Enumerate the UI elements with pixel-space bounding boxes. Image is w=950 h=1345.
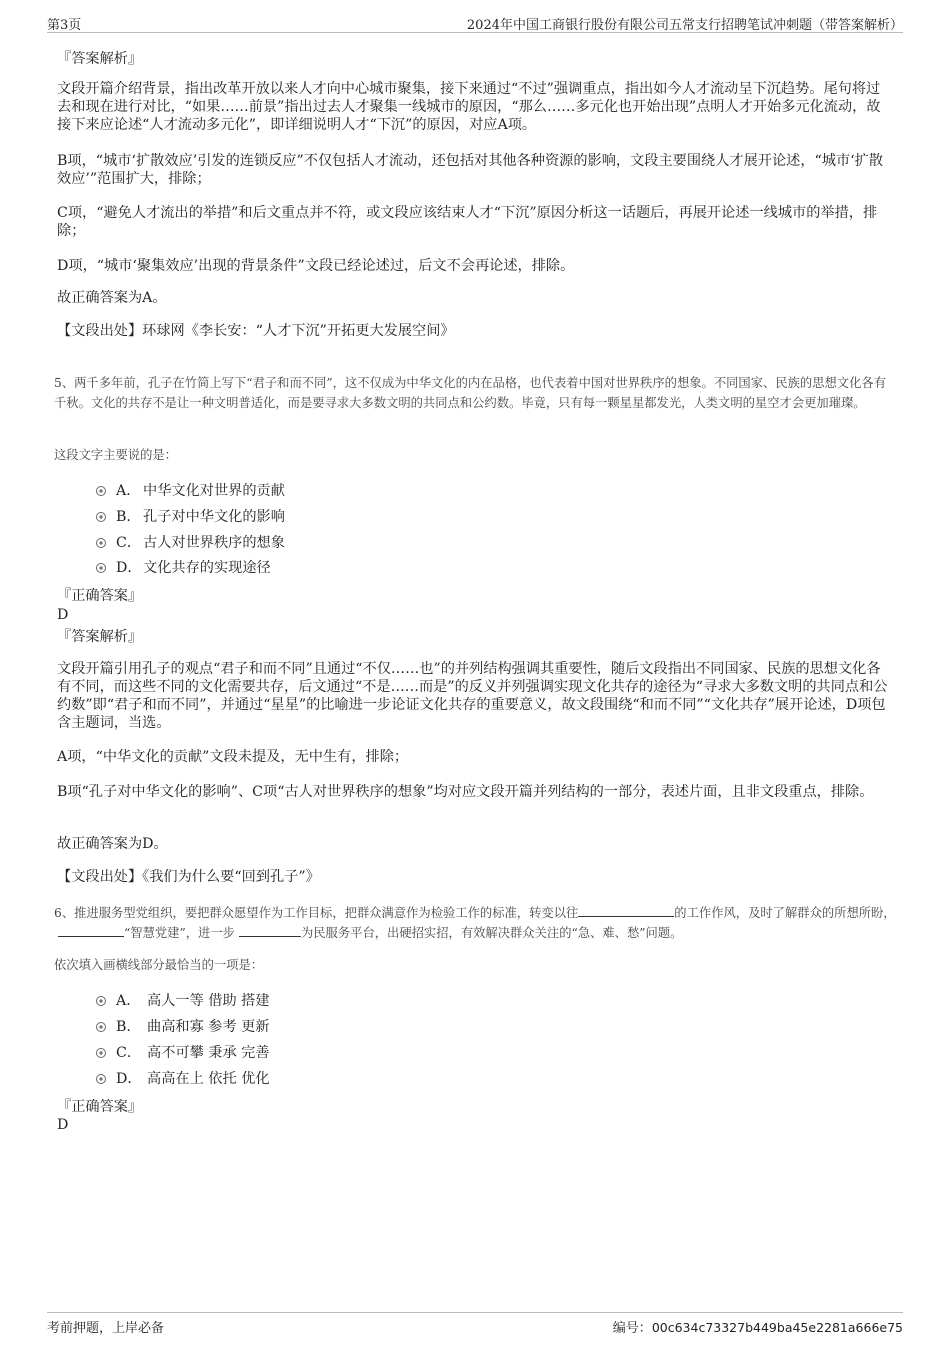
q5-source: 【文段出处】《我们为什么要“回到孔子”》 <box>57 869 320 885</box>
radio-icon[interactable] <box>96 996 106 1006</box>
q5-correct-answer: D <box>57 607 69 623</box>
q5-correct-label: 『正确答案』 <box>57 588 143 604</box>
document-title: 2024年中国工商银行股份有限公司五常支行招聘笔试冲刺题（带答案解析） <box>466 18 903 33</box>
radio-icon[interactable] <box>96 563 106 573</box>
q4-analysis-p1: 文段开篇介绍背景，指出改革开放以来人才向中心城市聚集，接下来通过“不过”强调重点，指出如今人才流动呈下沉趋势。尾句将过去和现在进行对比，“如果……前景”指出过去人才聚集一线城市的原因，“那么……多元化也开始出现”点明人才开始多元化流动，故接下来应论述“人才流动多元化”，即详细说明人才“下沉”的原因，对应A项。 <box>57 81 881 133</box>
q5-answer-line: 故正确答案为D。 <box>57 836 168 852</box>
q6-correct-answer: D <box>57 1117 69 1133</box>
q6-question: 6、推进服务型党组织，要把群众愿望作为工作目标，把群众满意作为检验工作的标准，转变以往 的工作作风，及时了解群众的所想所盼，“智慧党建”，进一步 为民服务平台，出硬招实招，有效解决群众关注的“急、难、愁”问题。 <box>54 906 896 940</box>
page-number: 第3页 <box>47 18 82 33</box>
radio-icon[interactable] <box>96 486 106 496</box>
q6-correct-label: 『正确答案』 <box>57 1099 143 1115</box>
q4-answer-line: 故正确答案为A。 <box>57 290 167 306</box>
q6-option-a[interactable]: A． 高人一等 借助 搭建 <box>96 991 270 1011</box>
q6-option-c[interactable]: C． 高不可攀 秉承 完善 <box>96 1043 270 1063</box>
radio-icon[interactable] <box>96 1022 106 1032</box>
q6-option-b[interactable]: B. 曲高和寡 参考 更新 <box>96 1017 270 1037</box>
q5-prompt: 这段文字主要说的是： <box>54 448 177 462</box>
page-footer <box>47 1312 903 1336</box>
document-code: 编号：00c634c73327b449ba45e2281a666e75 <box>612 1320 903 1336</box>
q4-analysis-p2: B项，“城市‘扩散效应’引发的连锁反应”不仅包括人才流动，还包括对其他各种资源的影响，文段主要围绕人才展开论述，“城市‘扩散效应’”范围扩大，排除； <box>57 153 884 187</box>
q4-analysis-label: 『答案解析』 <box>57 51 143 67</box>
q5-option-d[interactable]: D． 文化共存的实现途径 <box>96 558 271 578</box>
radio-icon[interactable] <box>96 1074 106 1084</box>
q5-analysis-label: 『答案解析』 <box>57 629 143 645</box>
footer-slogan: 考前押题，上岸必备 <box>47 1321 165 1336</box>
q6-prompt: 依次填入画横线部分最恰当的一项是： <box>54 958 264 972</box>
radio-icon[interactable] <box>96 512 106 522</box>
q5-question: 5、两千多年前，孔子在竹简上写下“君子和而不同”，这不仅成为中华文化的内在品格，也代表着中国对世界秩序的想象。不同国家、民族的思想文化各有千秋。文化的共存不是让一种文明普适化，而是要寻求大多数文明的共同点和公约数。毕竟，只有每一颗星星都发光，人类文明的星空才会更加璀璨。 <box>54 376 886 410</box>
q5-option-a[interactable]: A． 中华文化对世界的贡献 <box>96 481 285 501</box>
q5-analysis-p2: A项，“中华文化的贡献”文段未提及，无中生有，排除； <box>57 749 409 765</box>
q6-option-d[interactable]: D． 高高在上 依托 优化 <box>96 1069 270 1089</box>
radio-icon[interactable] <box>96 538 106 548</box>
q4-source: 【文段出处】环球网《李长安：“人才下沉”开拓更大发展空间》 <box>57 323 455 339</box>
q4-analysis-p3: C项，“避免人才流出的举措”和后文重点并不符，或文段应该结束人才“下沉”原因分析这一话题后，再展开论述一线城市的举措，排除； <box>57 205 878 239</box>
q5-option-c[interactable]: C． 古人对世界秩序的想象 <box>96 533 285 553</box>
q5-analysis-p1: 文段开篇引用孔子的观点“君子和而不同”且通过“不仅……也”的并列结构强调其重要性，随后文段指出不同国家、民族的思想文化各有不同，而这些不同的文化需要共存，后文通过“不是……而是”的反义并列强调实现文化共存的途径为“寻求大多数文明的共同点和公约数”即“君子和而不同”，并通过“星星”的比喻进一步论证文化共存的重要意义，故文段围绕“和而不同”“文化共存”展开论述，D项包含主题词，当选。 <box>57 661 888 731</box>
blank-1 <box>578 904 674 917</box>
blank-3 <box>239 924 301 937</box>
q4-analysis-p4: D项，“城市‘聚集效应’出现的背景条件”文段已经论述过，后文不会再论述，排除。 <box>57 258 575 274</box>
radio-icon[interactable] <box>96 1048 106 1058</box>
blank-2 <box>58 924 124 937</box>
q5-analysis-p3: B项“孔子对中华文化的影响”、C项“古人对世界秩序的想象”均对应文段开篇并列结构的一部分，表述片面，且非文段重点，排除。 <box>57 784 874 800</box>
q5-option-b[interactable]: B. 孔子对中华文化的影响 <box>96 507 285 527</box>
page-header <box>47 12 903 33</box>
